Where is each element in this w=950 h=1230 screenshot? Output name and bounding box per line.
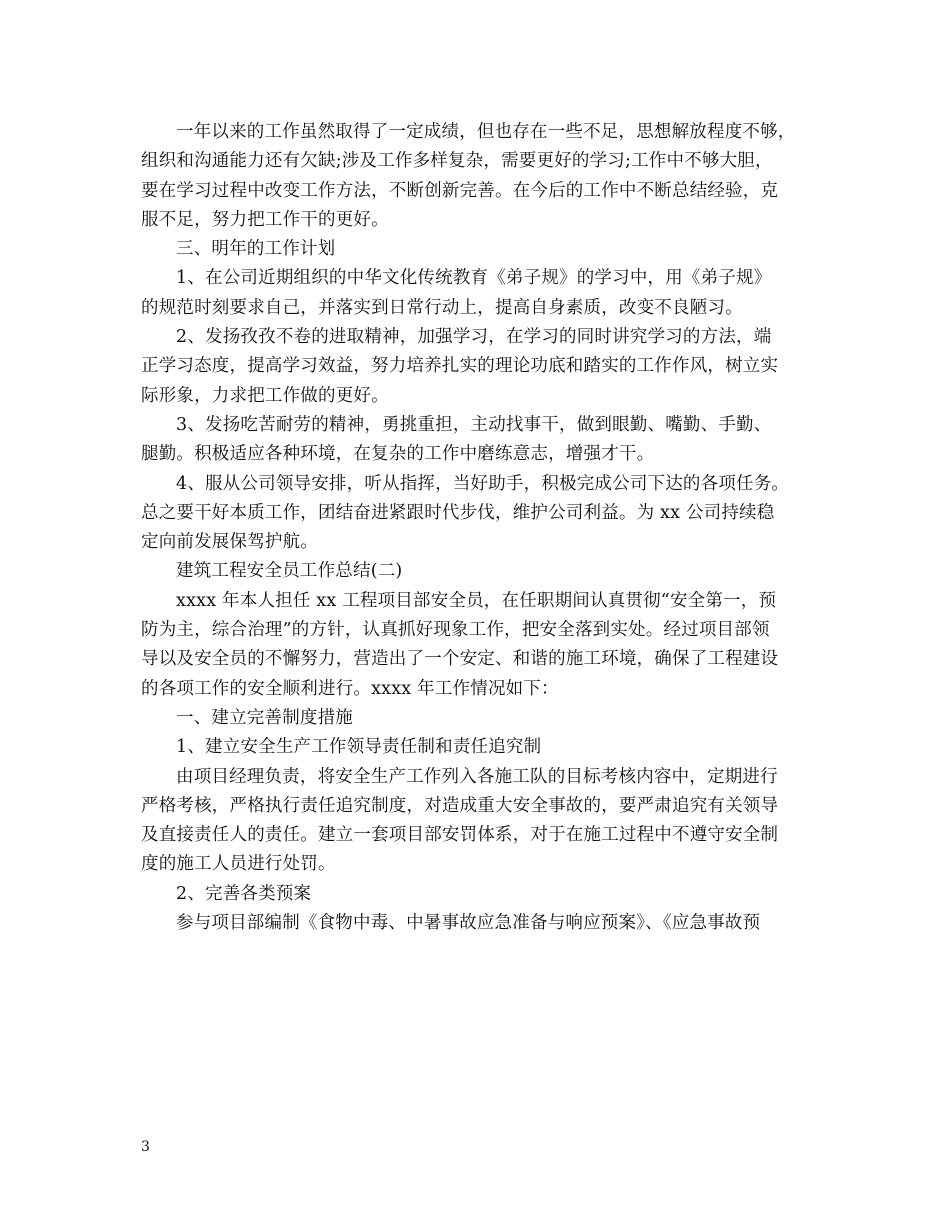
text-line: 总之要干好本质工作，团结奋进紧跟时代步伐，维护公司利益。为 xx 公司持续稳 [141,502,775,523]
text-line: 度的施工人员进行处罚。 [141,854,336,875]
page-number: 3 [141,1139,150,1155]
body-text [141,118,831,938]
text-line: 服不足，努力把工作干的更好。 [141,209,389,230]
text-line: 导以及安全员的不懈努力，营造出了一个安定、和谐的施工环境，确保了工程建设 [141,649,779,670]
text-line: 要在学习过程中改变工作方法，不断创新完善。在今后的工作中不断总结经验，克 [141,180,779,201]
text-line: 组织和沟通能力还有欠缺;涉及工作多样复杂，需要更好的学习;工作中不够大胆， [141,151,773,172]
text-line: 腿勤。积极适应各种环境，在复杂的工作中磨练意志，增强才干。 [141,444,655,465]
text-line: 参与项目部编制《食物中毒、中暑事故应急准备与响应预案》、《应急事故预 [176,913,761,934]
text-line: 2、完善各类预案 [176,883,312,904]
text-line: 一年以来的工作虽然取得了一定成绩，但也存在一些不足，思想解放程度不够， [176,122,796,142]
text-line: 防为主，综合治理”的方针，认真抓好现象工作，把安全落到实处。经过项目部领 [141,620,770,641]
text-line: 由项目经理负责，将安全生产工作列入各施工队的目标考核内容中，定期进行 [176,766,778,787]
text-line: 1、在公司近期组织的中华文化传统教育《弟子规》的学习中，用《弟子规》 [176,268,772,289]
text-line: 建筑工程安全员工作总结(二) [176,561,403,582]
text-line: 一、建立完善制度措施 [176,707,353,728]
text-line: 正学习态度，提高学习效益，努力培养扎实的理论功底和踏实的工作作风，树立实 [141,356,779,377]
text-line: xxxx 年本人担任 xx 工程项目部安全员，在任职期间认真贯彻“安全第一，预 [176,590,777,611]
text-line: 3、发扬吃苦耐劳的精神，勇挑重担，主动找事干，做到眼勤、嘴勤、手勤、 [176,414,772,435]
text-line: 的规范时刻要求自己，并落实到日常行动上，提高自身素质，改变不良陋习。 [141,297,743,318]
text-line: 严格考核，严格执行责任追究制度，对造成重大安全事故的，要严肃追究有关领导 [141,795,779,816]
text-line: 定向前发展保驾护航。 [141,532,318,553]
text-line: 4、服从公司领导安排，听从指挥，当好助手，积极完成公司下达的各项任务。 [176,473,790,494]
text-line: 的各项工作的安全顺利进行。xxxx 年工作情况如下： [141,678,559,699]
text-line: 1、建立安全生产工作领导责任制和责任追究制 [176,737,542,758]
text-line: 三、明年的工作计划 [176,239,336,260]
text-line: 际形象，力求把工作做的更好。 [141,385,389,406]
text-line: 及直接责任人的责任。建立一套项目部安罚体系，对于在施工过程中不遵守安全制 [141,825,779,846]
text-line: 2、发扬孜孜不卷的进取精神，加强学习，在学习的同时讲究学习的方法，端 [176,327,772,348]
